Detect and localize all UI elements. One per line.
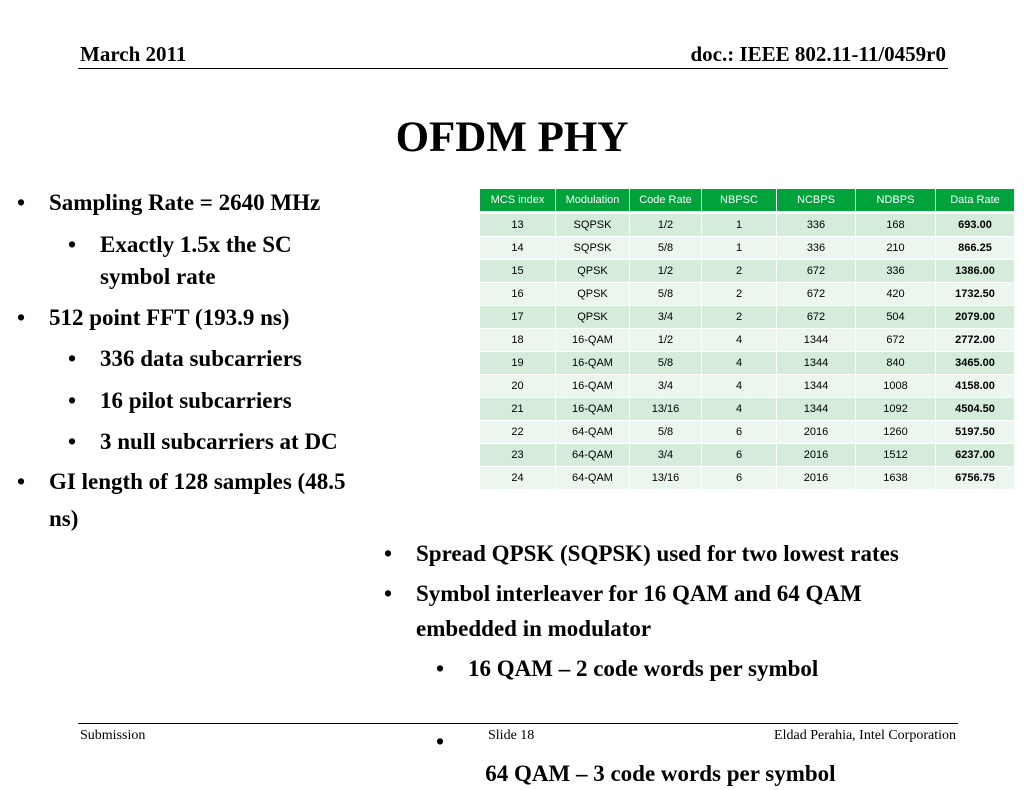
data-rate-cell: 6756.75 <box>936 467 1015 490</box>
ndbps-cell: 1638 <box>856 467 936 490</box>
modulation-cell: SQPSK <box>556 237 630 260</box>
table-row <box>480 283 1015 306</box>
table-row <box>480 375 1015 398</box>
modulation-cell: 16-QAM <box>556 352 630 375</box>
nbpsc-cell: 4 <box>702 329 777 352</box>
mcs-index-cell: 18 <box>480 329 556 352</box>
ncbps-cell: 336 <box>777 237 856 260</box>
mcs-index-cell: 20 <box>480 375 556 398</box>
col-header-ndbps: NDBPS <box>856 189 936 213</box>
ncbps-cell: 1344 <box>777 329 856 352</box>
modulation-cell: SQPSK <box>556 213 630 237</box>
modulation-cell: 16-QAM <box>556 329 630 352</box>
data-rate-cell: 2772.00 <box>936 329 1015 352</box>
nbpsc-cell: 1 <box>702 237 777 260</box>
bullet-text: GI length of 128 samples (48.5 <box>49 469 346 494</box>
bullet-marker: • <box>436 729 445 754</box>
modulation-cell: QPSK <box>556 283 630 306</box>
bullet-sampling-rate <box>17 187 321 219</box>
bullet-text: 336 data subcarriers <box>100 346 302 371</box>
bullet-text: symbol rate <box>100 264 216 289</box>
ndbps-cell: 672 <box>856 329 936 352</box>
footer-divider <box>78 723 958 724</box>
ndbps-cell: 168 <box>856 213 936 237</box>
bullet-text: 16 QAM – 2 code words per symbol <box>468 656 819 681</box>
col-header-modulation: Modulation <box>556 189 630 213</box>
code-rate-cell: 13/16 <box>630 398 702 421</box>
bullet-marker: • <box>17 469 26 494</box>
col-header-nbpsc: NBPSC <box>702 189 777 213</box>
table-row <box>480 237 1015 260</box>
code-rate-cell: 1/2 <box>630 329 702 352</box>
modulation-cell: 64-QAM <box>556 467 630 490</box>
code-rate-cell: 3/4 <box>630 375 702 398</box>
data-rate-cell: 3465.00 <box>936 352 1015 375</box>
mcs-table <box>479 188 1015 490</box>
bullet-pilot-subcarriers <box>68 385 292 417</box>
bullet-sc-ratio <box>68 229 292 261</box>
nbpsc-cell: 6 <box>702 467 777 490</box>
ncbps-cell: 1344 <box>777 352 856 375</box>
ncbps-cell: 1344 <box>777 398 856 421</box>
table-row <box>480 329 1015 352</box>
data-rate-cell: 2079.00 <box>936 306 1015 329</box>
nbpsc-cell: 2 <box>702 283 777 306</box>
ncbps-cell: 1344 <box>777 375 856 398</box>
table-row <box>480 421 1015 444</box>
mcs-index-cell: 23 <box>480 444 556 467</box>
ncbps-cell: 336 <box>777 213 856 237</box>
header-doc-id: doc.: IEEE 802.11-11/0459r0 <box>690 42 946 66</box>
ncbps-cell: 2016 <box>777 467 856 490</box>
table-row <box>480 260 1015 283</box>
table-row <box>480 306 1015 329</box>
data-rate-cell: 4504.50 <box>936 398 1015 421</box>
bullet-sc-ratio-cont <box>100 261 216 293</box>
code-rate-cell: 5/8 <box>630 283 702 306</box>
mcs-index-cell: 22 <box>480 421 556 444</box>
bullet-text: ns) <box>49 506 79 531</box>
footer-submission: Submission <box>80 728 146 743</box>
nbpsc-cell: 2 <box>702 306 777 329</box>
modulation-cell: 64-QAM <box>556 444 630 467</box>
bullet-sqpsk <box>384 538 899 570</box>
bullet-text: 64 QAM – 3 code words per symbol <box>479 761 836 786</box>
bullet-text: Spread QPSK (SQPSK) used for two lowest rates <box>416 541 899 566</box>
bullet-text: Sampling Rate = 2640 MHz <box>49 190 321 215</box>
ndbps-cell: 1092 <box>856 398 936 421</box>
bullet-interleaver <box>384 578 862 610</box>
modulation-cell: QPSK <box>556 260 630 283</box>
mcs-index-cell: 19 <box>480 352 556 375</box>
mcs-index-cell: 15 <box>480 260 556 283</box>
bullet-null-subcarriers <box>68 426 338 458</box>
bullet-gi-length <box>17 466 346 498</box>
bullet-marker: • <box>68 388 77 413</box>
ncbps-cell: 672 <box>777 306 856 329</box>
ndbps-cell: 840 <box>856 352 936 375</box>
data-rate-cell: 5197.50 <box>936 421 1015 444</box>
bullet-marker: • <box>17 190 26 215</box>
table-row <box>480 352 1015 375</box>
mcs-index-cell: 13 <box>480 213 556 237</box>
nbpsc-cell: 6 <box>702 444 777 467</box>
bullet-data-subcarriers <box>68 343 302 375</box>
bullet-marker: • <box>384 541 393 566</box>
nbpsc-cell: 4 <box>702 398 777 421</box>
bullet-16qam <box>436 653 819 685</box>
code-rate-cell: 5/8 <box>630 421 702 444</box>
bullet-marker: • <box>68 346 77 371</box>
ncbps-cell: 2016 <box>777 444 856 467</box>
mcs-index-cell: 21 <box>480 398 556 421</box>
footer-author: Eldad Perahia, Intel Corporation <box>774 728 956 743</box>
col-header-code-rate: Code Rate <box>630 189 702 213</box>
modulation-cell: 16-QAM <box>556 375 630 398</box>
code-rate-cell: 5/8 <box>630 237 702 260</box>
mcs-index-cell: 16 <box>480 283 556 306</box>
slide-title: OFDM PHY <box>395 114 629 161</box>
bullet-gi-length-cont <box>49 503 78 535</box>
mcs-index-cell: 24 <box>480 467 556 490</box>
ndbps-cell: 336 <box>856 260 936 283</box>
table-row <box>480 467 1015 490</box>
ncbps-cell: 2016 <box>777 421 856 444</box>
bullet-fft <box>17 302 290 334</box>
nbpsc-cell: 2 <box>702 260 777 283</box>
modulation-cell: 16-QAM <box>556 398 630 421</box>
col-header-mcs-index: MCS index <box>480 189 556 213</box>
bullet-marker: • <box>17 305 26 330</box>
footer-slide-number: Slide 18 <box>488 728 535 743</box>
modulation-cell: 64-QAM <box>556 421 630 444</box>
bullet-marker: • <box>68 429 77 454</box>
ndbps-cell: 210 <box>856 237 936 260</box>
bullet-text: embedded in modulator <box>416 616 652 641</box>
code-rate-cell: 5/8 <box>630 352 702 375</box>
col-header-data-rate: Data Rate <box>936 189 1015 213</box>
code-rate-cell: 1/2 <box>630 260 702 283</box>
bullet-marker: • <box>68 232 77 257</box>
ncbps-cell: 672 <box>777 283 856 306</box>
code-rate-cell: 3/4 <box>630 306 702 329</box>
table-row <box>480 213 1015 237</box>
bullet-text: 512 point FFT (193.9 ns) <box>49 305 290 330</box>
ndbps-cell: 1008 <box>856 375 936 398</box>
bullet-marker: • <box>436 656 445 681</box>
code-rate-cell: 13/16 <box>630 467 702 490</box>
table-row <box>480 398 1015 421</box>
code-rate-cell: 3/4 <box>630 444 702 467</box>
bullet-marker: • <box>384 581 393 606</box>
table-header-row <box>480 189 1015 213</box>
mcs-index-cell: 17 <box>480 306 556 329</box>
nbpsc-cell: 4 <box>702 375 777 398</box>
table-row <box>480 444 1015 467</box>
data-rate-cell: 4158.00 <box>936 375 1015 398</box>
data-rate-cell: 866.25 <box>936 237 1015 260</box>
header-divider <box>78 68 948 69</box>
nbpsc-cell: 6 <box>702 421 777 444</box>
col-header-ncbps: NCBPS <box>777 189 856 213</box>
ndbps-cell: 1260 <box>856 421 936 444</box>
bullet-text: Symbol interleaver for 16 QAM and 64 QAM <box>416 581 862 606</box>
ncbps-cell: 672 <box>777 260 856 283</box>
bullet-text: 16 pilot subcarriers <box>100 388 292 413</box>
bullet-text: Exactly 1.5x the SC <box>100 232 292 257</box>
bullet-interleaver-cont <box>416 613 651 645</box>
modulation-cell: QPSK <box>556 306 630 329</box>
mcs-index-cell: 14 <box>480 237 556 260</box>
data-rate-cell: 6237.00 <box>936 444 1015 467</box>
data-rate-cell: 1386.00 <box>936 260 1015 283</box>
ndbps-cell: 504 <box>856 306 936 329</box>
bullet-text: 3 null subcarriers at DC <box>100 429 338 454</box>
header-date: March 2011 <box>80 42 187 66</box>
ndbps-cell: 1512 <box>856 444 936 467</box>
code-rate-cell: 1/2 <box>630 213 702 237</box>
data-rate-cell: 693.00 <box>936 213 1015 237</box>
data-rate-cell: 1732.50 <box>936 283 1015 306</box>
ndbps-cell: 420 <box>856 283 936 306</box>
nbpsc-cell: 1 <box>702 213 777 237</box>
nbpsc-cell: 4 <box>702 352 777 375</box>
